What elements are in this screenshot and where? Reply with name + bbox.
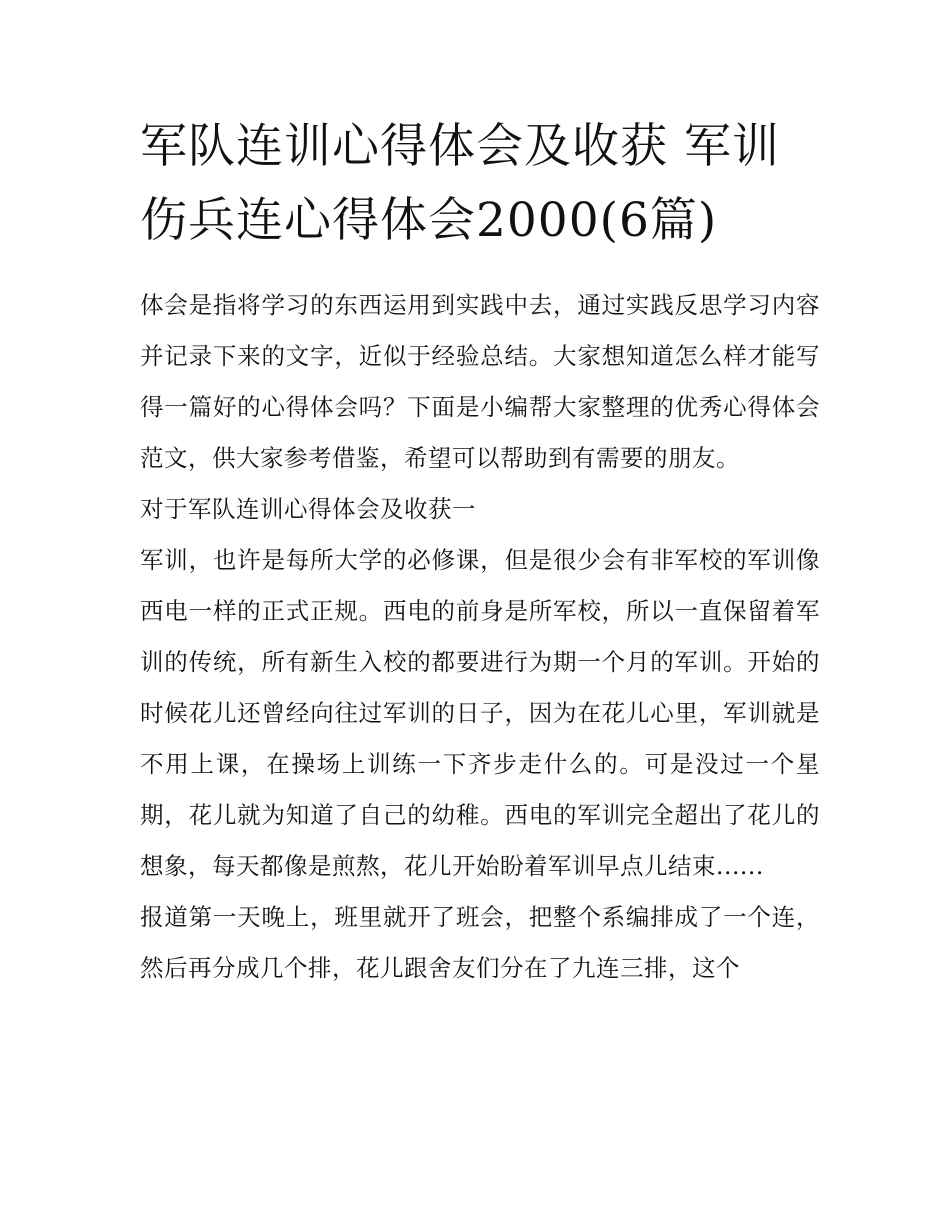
document-title: 军队连训心得体会及收获 军训伤兵连心得体会2000(6篇) <box>140 119 780 248</box>
body-paragraph: 报道第一天晚上，班里就开了班会，把整个系编排成了一个连，然后再分成几个排，花儿跟舍友们分在了九连三排，这个 <box>140 903 820 982</box>
section-heading: 对于军队连训心得体会及收获一 <box>140 495 476 523</box>
intro-paragraph: 体会是指将学习的东西运用到实践中去，通过实践反思学习内容并记录下来的文字，近似于经验总结。大家想知道怎么样才能写得一篇好的心得体会吗？下面是小编帮大家整理的优秀心得体会范文，供大家参考借鉴，希望可以帮助到有需要的朋友。 <box>140 291 820 472</box>
body-paragraph: 军训，也许是每所大学的必修课，但是很少会有非军校的军训像西电一样的正式正规。西电的前身是所军校，所以一直保留着军训的传统，所有新生入校的都要进行为期一个月的军训。开始的时候花儿还曾经向往过军训的日子，因为在花儿心里，军训就是不用上课，在操场上训练一下齐步走什么的。可是没过一个星期，花儿就为知道了自己的幼稚。西电的军训完全超出了花儿的想象，每天都像是煎熬，花儿开始盼着军训早点儿结束...... <box>140 546 820 880</box>
document-body <box>140 280 820 994</box>
